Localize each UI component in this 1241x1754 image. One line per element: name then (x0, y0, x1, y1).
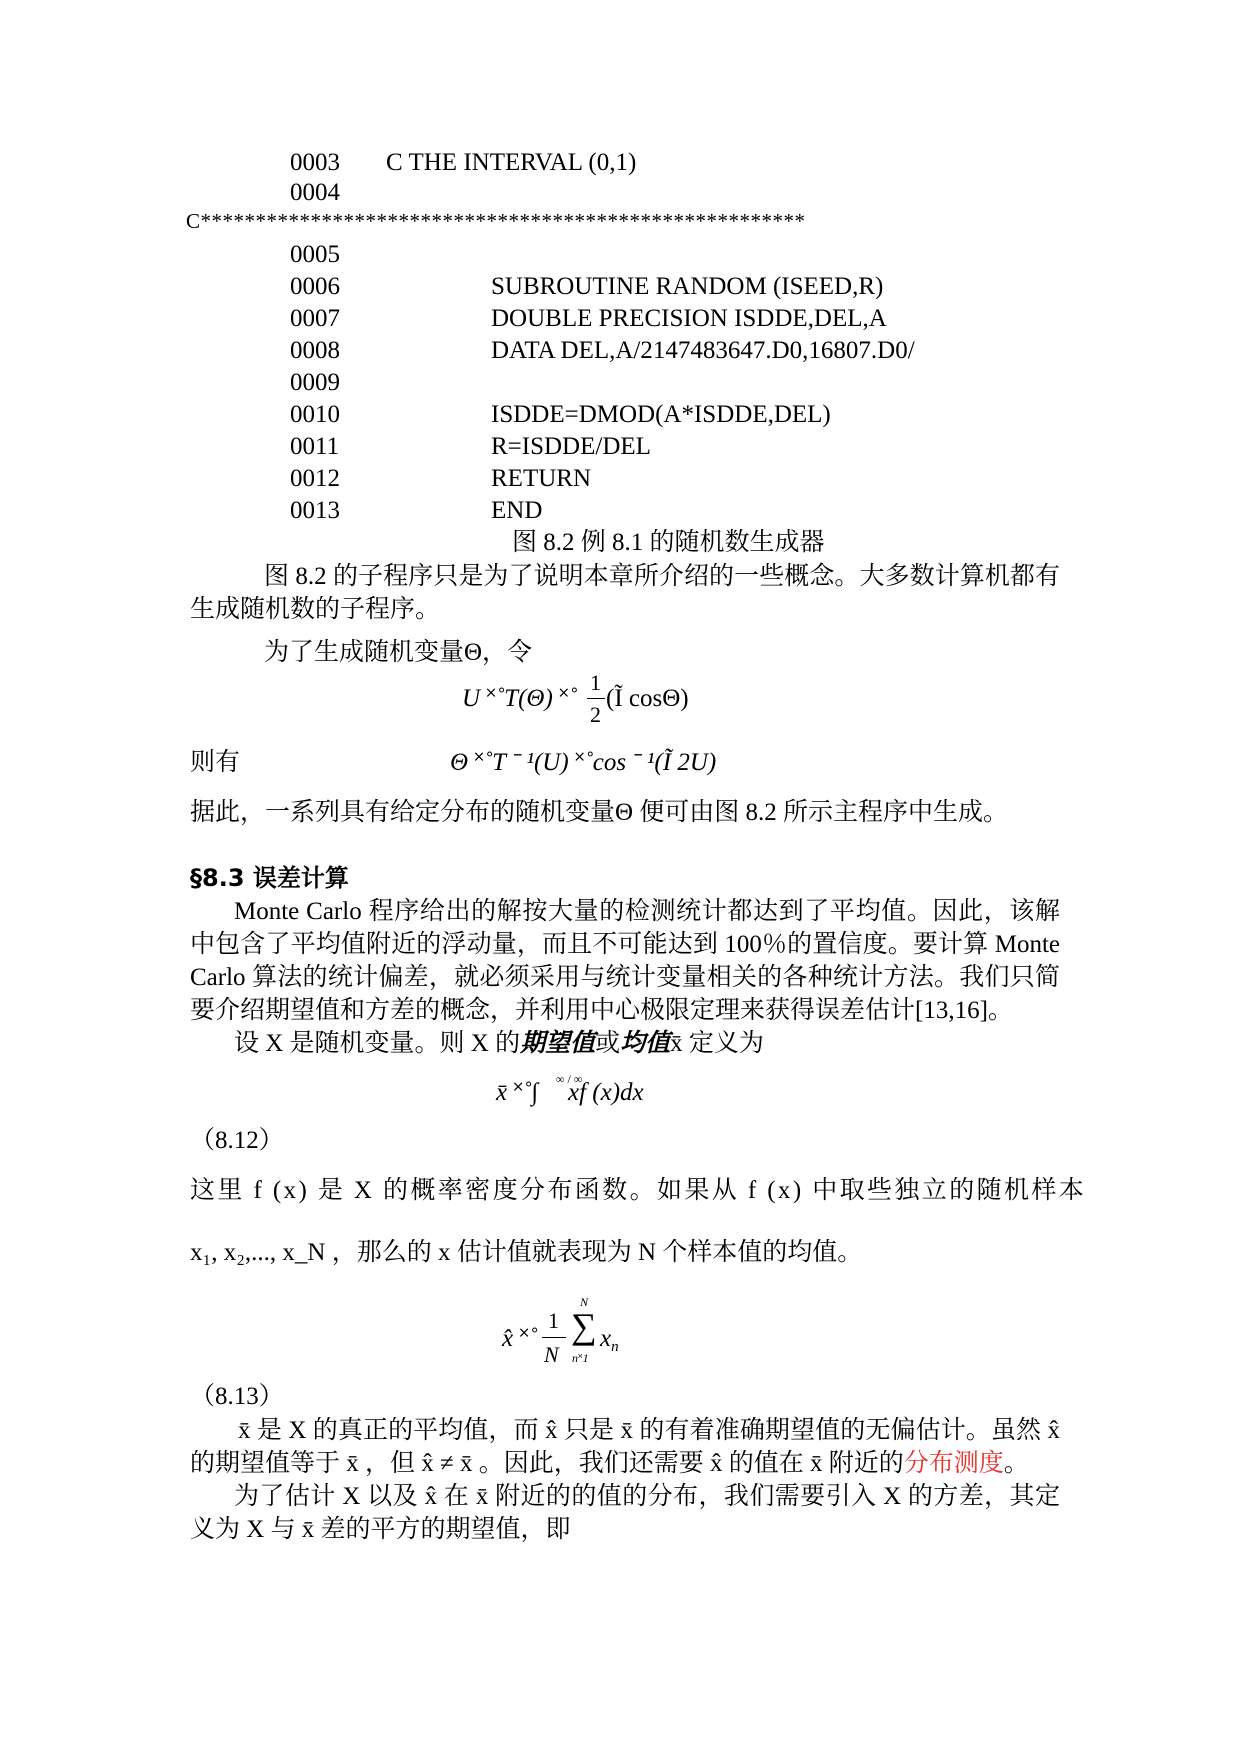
equation-number: （8.13） (190, 1383, 284, 1410)
code-line: ISDDE=DMOD(A*ISDDE,DEL) (491, 401, 831, 428)
line-number: 0012 (290, 465, 340, 492)
line-number: 0013 (290, 497, 340, 524)
equation-tail: xf (x)dx (568, 1079, 644, 1106)
code-line: DOUBLE PRECISION ISDDE,DEL,A (491, 305, 887, 332)
line-number: 0008 (290, 337, 340, 364)
paragraph: 为了生成随机变量Θ，令 (264, 639, 533, 666)
section-heading: §8.3 误差计算 (190, 864, 349, 892)
fraction-numerator: 1 (548, 1308, 559, 1333)
fraction-bar (542, 1337, 566, 1338)
paragraph (234, 1031, 764, 1056)
line-number: 0005 (290, 241, 340, 268)
sum-icon: ∑ (571, 1306, 597, 1346)
term-expectation: 期望值 (520, 1030, 596, 1057)
line-number: 0010 (290, 401, 340, 428)
line-number: 0009 (290, 369, 340, 396)
text-run: 设 X 是随机变量。则 X 的 (234, 1030, 521, 1057)
equation: x̂ ˟˚ (502, 1325, 538, 1352)
line-number: 0007 (290, 305, 340, 332)
equation-tail: (Ĩ cosΘ) (606, 685, 689, 712)
paragraph: 为了估计 X 以及 x̂ 在 x̄ 附近的的值的分布，我们需要引入 X 的方差，其定义为 X 与 x̄ 差的平方的期望值，即 (190, 1483, 1060, 1543)
integral-limits: ∞ / ∞ (556, 1072, 583, 1086)
equation-tail: $x_n$ (600, 1325, 619, 1355)
term-mean: 均值 (620, 1030, 671, 1057)
paragraph: x₁, x₂,..., x_N ，那么的 x 估计值就表现为 N 个样本值的均值。 (190, 1239, 863, 1266)
equation: Θ ˟˚T ˉ ¹(U) ˟˚cos ˉ ¹(Ĩ 2U) (450, 749, 717, 776)
fraction-denominator: N (544, 1342, 559, 1367)
text-run: 或 (595, 1030, 621, 1057)
line-number: 0003 (290, 149, 340, 176)
equation-number: （8.12） (190, 1127, 284, 1154)
line-number: 0004 (290, 179, 340, 206)
paragraph: 这里 f (x) 是 X 的概率密度分布函数。如果从 f (x) 中取些独立的随机样本 (190, 1177, 1087, 1204)
paragraph: 图 8.2 的子程序只是为了说明本章所介绍的一些概念。大多数计算机都有生成随机数的子程序。 (190, 563, 1060, 623)
code-line: RETURN (491, 465, 591, 492)
highlighted-term: 分布测度 (903, 1450, 1004, 1477)
paragraph: 据此，一系列具有给定分布的随机变量Θ 便可由图 8.2 所示主程序中生成。 (190, 799, 1009, 826)
line-number: 0011 (290, 433, 340, 460)
code-line: END (491, 497, 543, 524)
sum-lower: n˟1 (572, 1351, 589, 1365)
code-line: SUBROUTINE RANDOM (ISEED,R) (491, 273, 884, 300)
line-number: 0006 (290, 273, 340, 300)
code-line: DATA DEL,A/2147483647.D0,16807.D0/ (491, 337, 915, 364)
equation: x̄ ˟˚∫ (496, 1079, 539, 1106)
paragraph: Monte Carlo 程序给出的解按大量的检测统计都达到了平均值。因此，该解中包含了平均值附近的浮动量，而且不可能达到 100％的置信度。要计算 Monte Carlo 算法的统计偏差，就必须采用与统计变量相关的各种统计方法。我们只简要介绍期望值和方差的概念，并利用中心极限定理来获得误差估计[13,16]。 (190, 898, 1060, 1024)
fraction-numerator: 1 (590, 670, 601, 695)
then-label: 则有 (190, 749, 241, 776)
fraction-bar (587, 698, 605, 699)
figure-caption: 图 8.2 例 8.1 的随机数生成器 (512, 529, 825, 556)
sum-upper: N (580, 1295, 589, 1309)
comment-separator: C******************************************************* (186, 209, 806, 233)
paragraph: x̄ 是 X 的真正的平均值，而 x̂ 只是 x̄ 的有着准确期望值的无偏估计。虽然 x̂ 的期望值等于 x̄ ，但 x̂ ≠ x̄ 。因此，我们还需要 x̂ 的值在 x̄ 附近的分布测度。 (190, 1417, 1060, 1477)
code-line: R=ISDDE/DEL (491, 433, 651, 460)
fraction-denominator: 2 (590, 702, 601, 727)
code-line: C THE INTERVAL (0,1) (386, 149, 637, 176)
text-run: x̄ 定义为 (670, 1030, 764, 1057)
equation: U ˟˚T(Θ) ˟˚ (462, 685, 577, 712)
